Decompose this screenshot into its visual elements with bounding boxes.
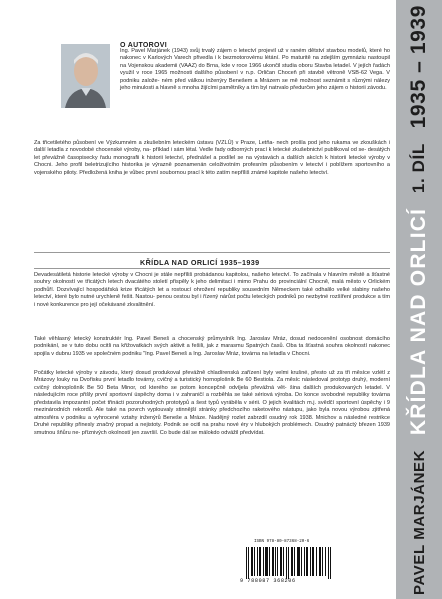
spine-author: PAVEL MARJÁNEK [410,449,428,595]
section-divider-top [34,252,390,253]
main-paragraph-3: Počátky letecké výroby v závodu, který dosud produkoval převážně chladírenská zařízení byly velmi krušné, přesto už za tři měsíce vzlétl z Mrázovy louky na Dvořisku první letadlo továrny, cvičný a turistický hornoplošník Be 60 Bestiola. Za měsíc následoval prototyp druhý, moderní cvičný dolnoplošník Be 50 Beta Minor, od kterého se potom koncepčně odvíjela převážná vět- šina dalších produkovaných letadel. V následujícím roce přišly první sportovní úspěchy doma i v zahraničí a rozběhla se také sériová výroba. Do konce svobodné republiky továrna představila impozantní počet třinácti pozoruhodných prototypů a šest typů vyráběla v sérii. O jejich kvalitách m.j. svědčí sportovní úspěchy i 9 mezinárodních rekordů. Ale také na povrch vyplouvaly stinnější stránky předchozího raketového nástupu, jako byla novou výrobou zjitřená atmosféra v podniku a vyhrocené vztahy inženýrů Beneše a Mráze. Nadějný rozlet zabrzdil osudný rok 1938. Mnichov a následné restrikce Druhé republiky přinesly značný propad a nejistoty. Podnik se ocitl na prahu nové éry v hlubokých problémech. Osudný patnáctý březen 1939 smutnou šňůru ne- příznivých okolností jen završil. Co bude dál se málokdo odvážil předvídat. [34,370,390,436]
author-section-title: O AUTOROVI [120,42,167,49]
author-paragraph-1: Ing. Pavel Marjánek (1943) svůj trvalý zájem o letectví projevil už v raném dětství stavbou modelů, které ho nakonec v Karlových Varech přivedla i k bezmotorovému létání. Po maturitě na zdejším gymnáziu nastoupil na Vojenskou akademii (VAAZ) do Brna, kde v roce 1966 ukončil studia oboru Stavba letadel. V jejích řadách využil v roce 1965 možnosti dalšího působení v n.p. Orličan Choceň při stavbě větroně VSB-62 Vega. V podniku založe- ném před válkou inženýry Benešem a Mrázem se mě možnost seznámit s různými nálezy jeho minulosti a hlavně s mnoha žijícími pamětníky a tím byl natrvalo předurčen jeho zájem o historii závodu. [120,48,390,92]
main-paragraph-1: Devadesátiletá historie letecké výroby v Chocni je stále nepříliš probádanou kapitolou, našeho letectví. To začínala v hlavním městě a šťastné souhry okolností ve třicátých letech dvacátého století přispěly k jeho delimitaci i mimo Prahu do provinciální Chocně, malá město v Orlickém podhůří. Dozvívající hospodářská krize třicátých let a rostoucí ohrožení republiky sousedním Německem také odhalilo velké slabiny našeho letectví, které bylo nutné urychleně řešit. Nastou- penou cestou byl i řízený nárůst počtu leteckých podniků po nezbytné rozšíření produkce a tím i nové konkurence pro její očekávané zkvalitnění. [34,272,390,308]
barcode [238,540,338,586]
barcode-bars-icon [244,547,336,579]
main-paragraph-2: Také věhlasný letecký konstruktér Ing. Pavel Beneš a chocenský průmyslník Ing. Jaroslav Mráz, dosud nedocenění osobnost domácího podnikání, se v tuto dobu ocitli na křižovatkách svých aktivit a řešili, jak z marasmu Spatných časů. Oba ta šťastná souhra okolností nakonec spojila v dubnu 1935 ve společném podniku "Ing. Pavel Beneš a Ing. Jaroslav Mráz, továrna na letadla v Chocni. [34,336,390,357]
ean-digits: 9 788087 368206 [240,578,296,584]
spine-part: 1. DÍL [409,143,428,194]
section-divider-bottom [34,268,390,269]
spine-book-title: KŘÍDLA NAD ORLICÍ [407,207,430,436]
author-photo [61,44,110,108]
spine-years: 1935 – 1939 [407,5,430,129]
author-portrait-image [61,44,110,108]
isbn-label: ISBN 978-80-87368-20-6 [254,540,310,544]
main-section-title: KŘÍDLA NAD ORLICÍ 1935–1939 [140,258,260,267]
spine-text-group [399,5,439,595]
author-paragraph-2: Za třicetiletého působení ve Výzkumném a zkušebním leteckém ústavu (VZLÚ) v Praze, Letňa- nech prošla pod jeho rukama ve zkouškách i další letadla z novodobé chocenské výroby, na- příklad i sám létal. Vedle řady odborných prací k letecké zkušebnictví publikoval od se- desátých let převážně časopisecky řadu monografii k historii letectví, přednášel a podílel se na výstavách a dalších akcích k historii letecké výroby v Chocni. Jeho profil beletrizujícího historika je výrazně poznamenán celoživotním profesním působením v letectví i poblížem sportovního a vojenského piloty. Předložená kniha je vůbec první soubornou prací k této zatím nepříliš známé kapitole našeho letectví. [34,140,390,176]
